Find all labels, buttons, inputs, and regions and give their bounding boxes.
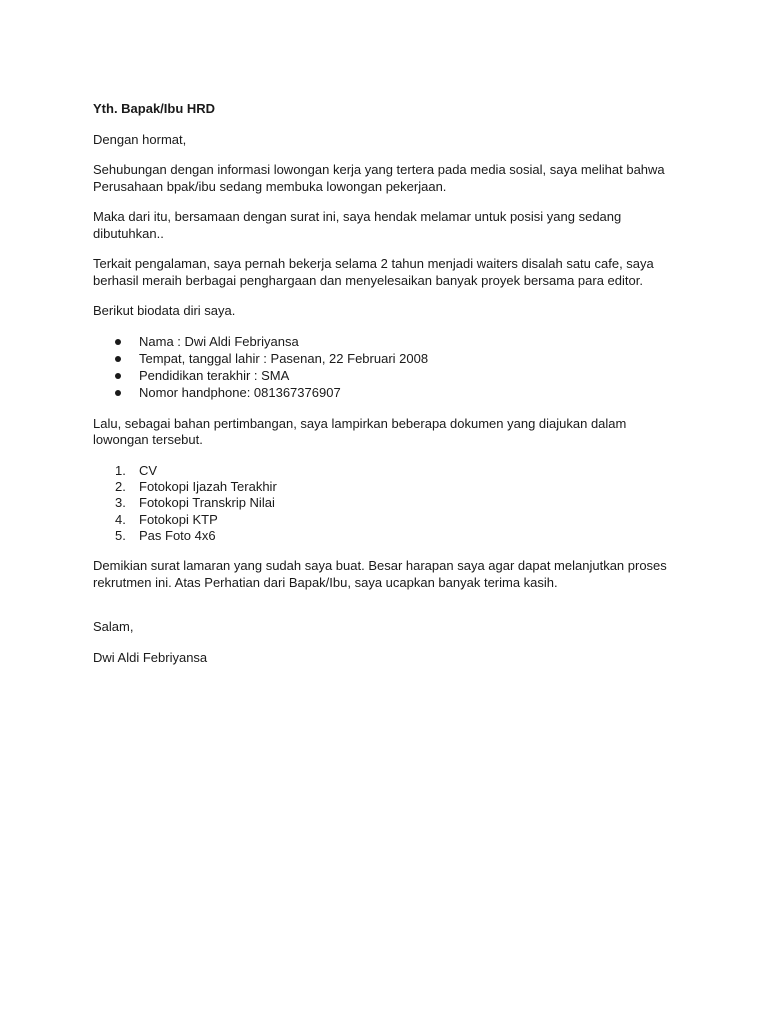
list-item: Nama : Dwi Aldi Febriyansa	[139, 333, 299, 349]
biodata-item-education	[93, 368, 673, 385]
biodata-item-birth	[93, 351, 673, 368]
list-item: Pendidikan terakhir : SMA	[139, 367, 290, 383]
spacer	[93, 605, 673, 619]
attachment-item	[93, 495, 673, 511]
list-number: 3.	[115, 495, 126, 511]
letter-page	[93, 101, 673, 680]
bullet-icon	[115, 356, 121, 362]
attachments-list	[93, 463, 673, 545]
list-item: Fotokopi KTP	[139, 511, 218, 527]
list-number: 1.	[115, 462, 126, 478]
biodata-item-name	[93, 334, 673, 351]
attachments-intro: Lalu, sebagai bahan pertimbangan, saya lampirkan beberapa dokumen yang diajukan dalam lowongan tersebut.	[93, 415, 627, 447]
list-number: 5.	[115, 528, 126, 544]
biodata-list	[93, 334, 673, 402]
letter-greeting: Dengan hormat,	[93, 131, 187, 147]
biodata-intro: Berikut biodata diri saya.	[93, 303, 236, 318]
bullet-icon	[115, 339, 121, 345]
biodata-item-phone	[93, 385, 673, 402]
letter-salutation: Yth. Bapak/Ibu HRD	[93, 101, 216, 116]
bullet-icon	[115, 373, 121, 379]
list-item: Tempat, tanggal lahir : Pasenan, 22 Februari 2008	[139, 350, 429, 366]
letter-purpose-paragraph: Maka dari itu, bersamaan dengan surat ini, saya hendak melamar untuk posisi yang sedang dibutuhkan..	[93, 209, 622, 241]
list-item: Pas Foto 4x6	[139, 528, 216, 544]
list-number: 4.	[115, 511, 126, 527]
list-item: Nomor handphone: 081367376907	[139, 384, 341, 400]
attachment-item	[93, 479, 673, 495]
attachment-item	[93, 463, 673, 479]
letter-closing-paragraph: Demikian surat lamaran yang sudah saya buat. Besar harapan saya agar dapat melanjutkan proses rekrutmen ini. Atas Perhatian dari Bapak/Ibu, saya ucapkan banyak terima kasih.	[93, 558, 667, 590]
letter-signoff: Salam,	[93, 619, 134, 635]
bullet-icon	[115, 390, 121, 396]
list-number: 2.	[115, 478, 126, 494]
attachment-item	[93, 512, 673, 528]
letter-experience-paragraph: Terkait pengalaman, saya pernah bekerja selama 2 tahun menjadi waiters disalah satu cafe, saya berhasil meraih berbagai penghargaan dan menyelesaikan banyak proyek bersama para editor.	[93, 256, 654, 288]
list-item: Fotokopi Ijazah Terakhir	[139, 478, 277, 494]
list-item: Fotokopi Transkrip Nilai	[139, 495, 275, 511]
letter-signature-name: Dwi Aldi Febriyansa	[93, 649, 208, 665]
list-item: CV	[139, 462, 158, 478]
attachment-item	[93, 528, 673, 544]
letter-intro-paragraph: Sehubungan dengan informasi lowongan kerja yang tertera pada media sosial, saya melihat bahwa Perusahaan bpak/ibu sedang membuka lowongan pekerjaan.	[93, 162, 665, 194]
